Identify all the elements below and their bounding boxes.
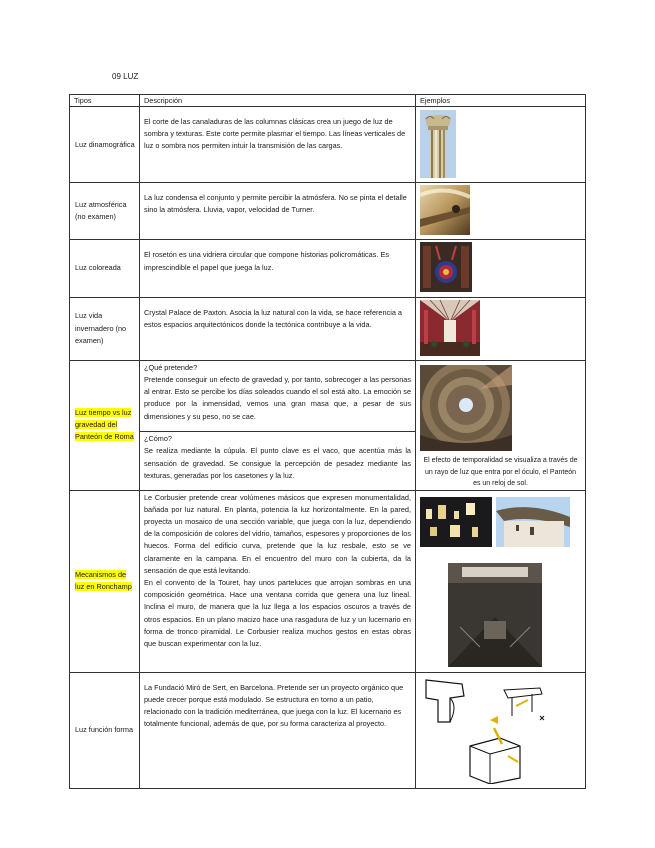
header-row <box>70 95 586 107</box>
example-caption: El efecto de temporalidad se visualiza a través de un rayo de luz que entra por el óculo, el Panteón es un reloj de sol. <box>423 457 578 488</box>
tipo-cell: Luz atmosférica (no examen) <box>70 183 140 240</box>
desc-cell: La luz condensa el conjunto y permite percibir la atmósfera. No se pinta el detalle sino la atmósfera. Lluvia, vapor, velocidad de Turner. <box>140 183 416 240</box>
table-row <box>70 360 586 431</box>
table-row <box>70 490 586 672</box>
header-tipos: Tipos <box>70 95 140 107</box>
example-cell <box>416 490 586 672</box>
table-row <box>70 297 586 360</box>
desc-cell: La Fundació Miró de Sert, en Barcelona. Pretende ser un proyecto orgánico que puede crecer porque está modulado. Se estructura en torno a un patio, relacionado con la tradición mediterránea, que juega con la luz. El lucernario es totalmente funcional, además de que, por su forma caracteriza al proyecto. <box>140 672 416 788</box>
table-row <box>70 672 586 788</box>
tipo-cell: Luz vida invernadero (no examen) <box>70 297 140 360</box>
classical-column-photo <box>420 110 456 178</box>
example-cell <box>416 672 586 788</box>
desc-cell-que: ¿Qué pretende? Pretende conseguir un efecto de gravedad y, por tanto, sobrecoger a las personas al entrar. Esto se percibe los días soleados cuando el sol está alto. La emoción se produce por la inmensidad, vemos una gran masa que, a pesar de sus dimensiones y su peso, no se cae. <box>140 360 416 431</box>
header-ejemplos: Ejemplos <box>416 95 586 107</box>
tipo-cell: Luz coloreada <box>70 240 140 297</box>
example-cell <box>416 183 586 240</box>
tipo-cell <box>70 360 140 490</box>
desc-cell-como: ¿Cómo? Se realiza mediante la cúpula. El punto clave es el vaco, que acentúa más la sensación de gravedad. Se consigue la percepción de pesadez mediante las texturas, generadas por los casetones y la luz. <box>140 432 416 490</box>
page-heading: 09 LUZ <box>112 72 139 81</box>
example-cell <box>416 107 586 183</box>
desc-cell: El corte de las canaladuras de las columnas clásicas crea un juego de luz de sombra y texturas. Este corte permite plasmar el tiempo. Las líneas verticales de luz o sombra nos permiten intuir la transmisión de las cargas. <box>140 107 416 183</box>
ronchamp-and-la-tourette-photos <box>420 497 570 667</box>
table-row <box>70 240 586 297</box>
tipo-cell: Luz dinamográfica <box>70 107 140 183</box>
tipo-cell: Luz función forma <box>70 672 140 788</box>
table-row <box>70 107 586 183</box>
desc-cell: Crystal Palace de Paxton. Asocia la luz natural con la vida, se hace referencia a estos espacios arquitectónicos donde la tectónica contribuye a la vida. <box>140 297 416 360</box>
desc-cell: El rosetón es una vidriera circular que compone historias policromáticas. Es imprescindible el papel que juega la luz. <box>140 240 416 297</box>
fundacio-miro-skylight-sketch <box>420 676 560 784</box>
table-row <box>70 183 586 240</box>
example-cell <box>416 360 586 490</box>
example-cell <box>416 240 586 297</box>
desc-cell: Le Corbusier pretende crear volúmenes másicos que expresen monumentalidad, bañada por luz natural. En planta, potencia la luz horizontalmente. En la pared, proyecta un mosaico de una sección variable, que juega con la luz, dependiendo de la composición de colores del vidrio, tamaños, espesores y proporciones de los huecos. Forma del edificio curva, pretende que la luz resbale, esto se ve claramente en la campana. En el encuentro del muro con la cubierta, da la sensación de que está levitando. En el convento de la Touret, hay unos parteluces que arrojan sombras en una composición geométrica. Hace una ventana corrida que genera una luz lineal. Inclina el muro, de manera que la luz llega a los espacios oscuros a través de otros espacios. En un plano macizo hace una rasgadura de luz y un lucernario en forma de tronco piramidal. Le Corbusier realiza muchos gestos en estas obras que buscan experimentar con la luz. <box>140 490 416 672</box>
example-cell <box>416 297 586 360</box>
header-descripcion: Descripción <box>140 95 416 107</box>
highlighted-tipo: Mecanismos de luz en Ronchamp <box>75 569 132 592</box>
tipo-cell <box>70 490 140 672</box>
pantheon-dome-oculus-photo <box>420 365 512 451</box>
luz-table <box>69 94 586 789</box>
crystal-palace-interior-photo <box>420 300 480 356</box>
rose-window-interior-photo <box>420 242 472 292</box>
turner-rain-steam-speed-painting <box>420 185 470 235</box>
highlighted-tipo: Luz tiempo vs luz gravedad del Panteón de Roma <box>75 407 134 442</box>
